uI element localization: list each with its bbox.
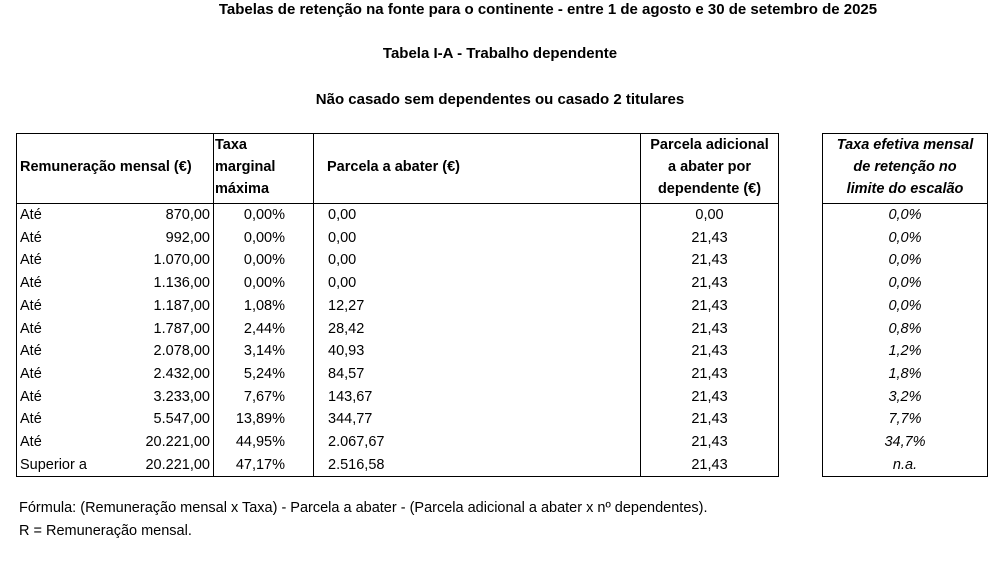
bracket-amount: 3.233,00 <box>153 388 210 405</box>
remuneracao-cell <box>17 386 214 409</box>
effective-row <box>823 318 988 341</box>
effective-row <box>823 386 988 409</box>
table-row <box>17 454 779 477</box>
parcela-cell: 0,00 <box>314 204 641 227</box>
remuneracao-cell <box>17 318 214 341</box>
parcela-cell: 2.067,67 <box>314 431 641 454</box>
parcela-cell: 0,00 <box>314 272 641 295</box>
bracket-label: Até <box>20 365 42 382</box>
remuneracao-cell <box>17 272 214 295</box>
bracket-amount: 2.432,00 <box>153 365 210 382</box>
effective-rate-cell: 7,7% <box>888 411 922 428</box>
bracket-amount: 2.078,00 <box>153 343 210 360</box>
taxa-cell: 1,08% <box>214 295 314 318</box>
remuneracao-cell <box>17 249 214 272</box>
parcela-cell: 28,42 <box>314 318 641 341</box>
bracket-amount: 1.187,00 <box>153 297 210 314</box>
effective-header-row <box>823 134 988 204</box>
remuneracao-cell <box>17 295 214 318</box>
header-taxa <box>214 134 314 204</box>
taxa-cell: 47,17% <box>214 454 314 477</box>
effective-rate-cell: 0,0% <box>888 297 922 314</box>
taxa-cell: 0,00% <box>214 272 314 295</box>
effective-rate-cell: 0,0% <box>888 275 922 292</box>
header-adicional-line: Parcela adicional <box>650 137 769 153</box>
taxa-cell: 44,95% <box>214 431 314 454</box>
effective-rate-cell: 3,2% <box>888 388 922 405</box>
effective-rate-table <box>822 133 988 477</box>
bracket-amount: 20.221,00 <box>145 456 210 473</box>
table-row <box>17 431 779 454</box>
header-effective-rate <box>823 134 988 204</box>
effective-row <box>823 408 988 431</box>
table-row <box>17 340 779 363</box>
table-row <box>17 386 779 409</box>
effective-row <box>823 431 988 454</box>
header-effective-line: Taxa efetiva mensal <box>836 137 974 153</box>
table-header-row <box>17 134 779 204</box>
header-effective-line: limite do escalão <box>846 181 964 197</box>
effective-row <box>823 454 988 477</box>
bracket-label: Até <box>20 297 42 314</box>
table-row <box>17 408 779 431</box>
effective-row <box>823 227 988 250</box>
adicional-cell: 21,43 <box>691 297 728 314</box>
adicional-cell: 21,43 <box>691 252 728 269</box>
effective-row <box>823 249 988 272</box>
retention-table <box>16 133 779 477</box>
legend-note: R = Remuneração mensal. <box>19 523 192 539</box>
adicional-cell: 21,43 <box>691 275 728 292</box>
header-taxa-line: máxima <box>215 181 270 197</box>
adicional-cell: 21,43 <box>691 388 728 405</box>
taxa-cell: 0,00% <box>214 249 314 272</box>
header-adicional-line: a abater por <box>668 159 751 175</box>
table-row <box>17 363 779 386</box>
bracket-label: Até <box>20 388 42 405</box>
bracket-amount: 20.221,00 <box>145 434 210 451</box>
effective-row <box>823 340 988 363</box>
effective-rate-cell: 34,7% <box>884 434 926 451</box>
bracket-label: Até <box>20 275 42 292</box>
remuneracao-cell <box>17 431 214 454</box>
adicional-cell: 21,43 <box>691 456 728 473</box>
remuneracao-cell <box>17 204 214 227</box>
parcela-cell: 344,77 <box>314 408 641 431</box>
adicional-cell: 21,43 <box>691 320 728 337</box>
bracket-label: Até <box>20 343 42 360</box>
parcela-cell: 40,93 <box>314 340 641 363</box>
bracket-amount: 1.070,00 <box>153 252 210 269</box>
effective-rate-cell: 1,8% <box>888 365 922 382</box>
parcela-cell: 0,00 <box>314 227 641 250</box>
header-parcela: Parcela a abater (€) <box>314 134 641 204</box>
parcela-cell: 143,67 <box>314 386 641 409</box>
table-subtitle: Tabela I-A - Trabalho dependente <box>382 45 618 62</box>
effective-row <box>823 204 988 227</box>
remuneracao-cell <box>17 454 214 477</box>
effective-rate-cell: 0,0% <box>888 252 922 269</box>
table-row <box>17 318 779 341</box>
parcela-cell: 0,00 <box>314 249 641 272</box>
header-remuneracao: Remuneração mensal (€) <box>17 134 214 204</box>
header-adicional-line: dependente (€) <box>657 181 762 197</box>
effective-row <box>823 272 988 295</box>
header-effective-line: de retenção no <box>853 159 957 175</box>
bracket-amount: 1.787,00 <box>153 320 210 337</box>
table-row <box>17 204 779 227</box>
effective-row <box>823 295 988 318</box>
remuneracao-cell <box>17 363 214 386</box>
parcela-cell: 84,57 <box>314 363 641 386</box>
page-title: Tabelas de retenção na fonte para o continente - entre 1 de agosto e 30 de setembro de 2025 <box>218 1 878 18</box>
taxa-cell: 5,24% <box>214 363 314 386</box>
taxa-cell: 7,67% <box>214 386 314 409</box>
adicional-cell: 21,43 <box>691 411 728 428</box>
bracket-label: Até <box>20 229 42 246</box>
adicional-cell: 21,43 <box>691 434 728 451</box>
bracket-label: Até <box>20 411 42 428</box>
remuneracao-cell <box>17 227 214 250</box>
bracket-label: Até <box>20 252 42 269</box>
remuneracao-cell <box>17 408 214 431</box>
bracket-amount: 870,00 <box>165 207 210 223</box>
bracket-label: Superior a <box>20 456 87 473</box>
effective-row <box>823 363 988 386</box>
remuneracao-cell <box>17 340 214 363</box>
adicional-cell: 0,00 <box>695 207 724 223</box>
formula-note: Fórmula: (Remuneração mensal x Taxa) - Parcela a abater - (Parcela adicional a abater x nº dependentes). <box>19 500 708 516</box>
table-row <box>17 272 779 295</box>
effective-rate-cell: 0,8% <box>888 320 922 337</box>
header-taxa-line: marginal <box>215 159 276 175</box>
bracket-label: Até <box>20 320 42 337</box>
taxa-cell: 0,00% <box>214 227 314 250</box>
taxa-cell: 2,44% <box>214 318 314 341</box>
table-row <box>17 249 779 272</box>
effective-rate-cell: n.a. <box>892 456 918 473</box>
bracket-amount: 1.136,00 <box>153 275 210 292</box>
header-taxa-line: Taxa <box>215 137 247 153</box>
parcela-cell: 2.516,58 <box>314 454 641 477</box>
taxa-cell: 13,89% <box>214 408 314 431</box>
adicional-cell: 21,43 <box>691 343 728 360</box>
parcela-cell: 12,27 <box>314 295 641 318</box>
adicional-cell: 21,43 <box>691 365 728 382</box>
effective-rate-cell: 0,0% <box>888 229 922 246</box>
effective-rate-cell: 1,2% <box>888 343 922 360</box>
header-adicional <box>641 134 779 204</box>
bracket-label: Até <box>20 207 42 223</box>
bracket-amount: 5.547,00 <box>153 411 210 428</box>
adicional-cell: 21,43 <box>691 229 728 246</box>
bracket-amount: 992,00 <box>165 229 210 246</box>
bracket-label: Até <box>20 434 42 451</box>
table-row <box>17 227 779 250</box>
table-category: Não casado sem dependentes ou casado 2 titulares <box>315 91 685 108</box>
effective-rate-cell: 0,0% <box>888 207 922 223</box>
table-row <box>17 295 779 318</box>
taxa-cell: 3,14% <box>214 340 314 363</box>
taxa-cell: 0,00% <box>214 204 314 227</box>
